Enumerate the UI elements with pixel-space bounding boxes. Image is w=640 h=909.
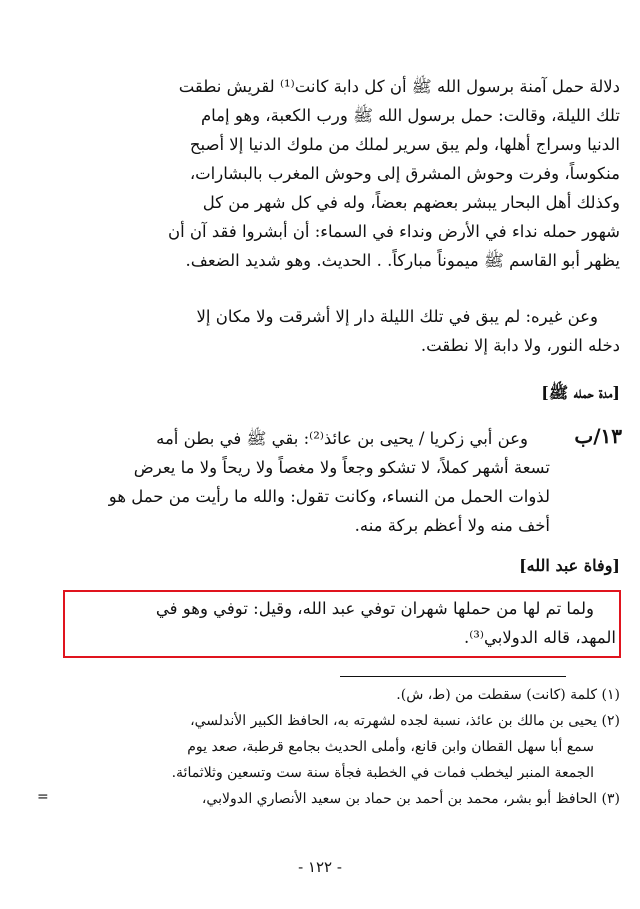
text-line: تلك الليلة، وقالت: حمل برسول الله ﷺ ورب الكعبة، وهو إمام bbox=[200, 106, 620, 125]
paragraph-3 bbox=[68, 424, 550, 540]
footnotes bbox=[60, 682, 620, 812]
text-line: منكوساً، وفرت وحوش المشرق إلى وحوش المغرب بالبشارات، bbox=[189, 164, 620, 183]
margin-folio-reference: ١٣/ب bbox=[574, 424, 622, 448]
footnote-line: (٢) يحيى بن مالك بن عائذ، نسبة لجده لشهرته به، الحافظ الكبير الأندلسي، bbox=[190, 713, 620, 729]
footnote-line: سمع أبا سهل القطان وابن قانع، وأملى الحديث بجامع قرطبة، صعد يوم bbox=[187, 739, 594, 755]
footnote-line: (١) كلمة (كانت) سقطت من (ط، ش). bbox=[396, 687, 620, 703]
text-line: وعن أبي زكريا / يحيى بن عائذ⁽²⁾: بقي ﷺ في بطن أمه bbox=[156, 429, 528, 448]
text-line: دخله النور، ولا دابة إلا نطقت. bbox=[420, 336, 620, 355]
text-line: يظهر أبو القاسم ﷺ ميموناً مباركاً. . الحديث. وهو شديد الضعف. bbox=[185, 251, 620, 270]
text-line: دلالة حمل آمنة برسول الله ﷺ أن كل دابة كانت⁽¹⁾ لقريش نطقت bbox=[178, 77, 620, 96]
text-line: الدنيا وسراج أهلها، ولم يبق سرير لملك من ملوك الدنيا إلا أصبح bbox=[189, 135, 620, 154]
section-heading-death-of-abdullah: [وفاة عبد الله] bbox=[519, 556, 620, 575]
footnote-separator bbox=[340, 676, 566, 677]
text-line: تسعة أشهر كملاً، لا تشكو وجعاً ولا مغصاً ولا ريحاً ولا ما يعرض bbox=[133, 458, 550, 477]
text-line: شهور حمله نداء في الأرض ونداء في السماء: أن أبشروا فقد آن أن bbox=[167, 222, 620, 241]
section-heading-pregnancy-duration: [مدة حمله ﷺ] bbox=[541, 383, 620, 402]
footnote-line: (٣) الحافظ أبو بشر، محمد بن أحمد بن حماد بن سعيد الأنصاري الدولابي، bbox=[201, 791, 620, 807]
paragraph-2 bbox=[68, 302, 620, 360]
paragraph-1 bbox=[68, 72, 620, 275]
text-line: لذوات الحمل من النساء، وكانت تقول: والله ما رأيت من حمل هو bbox=[108, 487, 550, 506]
text-line: المهد، قاله الدولابي⁽³⁾. bbox=[463, 628, 616, 647]
page-number: - ١٢٢ - bbox=[298, 858, 342, 876]
text-line: ولما تم لها من حملها شهران توفي عبد الله، وقيل: توفي وهو في bbox=[155, 599, 594, 618]
text-line: أخف منه ولا أعظم بركة منه. bbox=[354, 516, 550, 535]
text-line: وكذلك أهل البحار يبشر بعضهم بعضاً، وله في كل شهر من كل bbox=[202, 193, 620, 212]
text-line: وعن غيره: لم يبق في تلك الليلة دار إلا أشرقت ولا مكان إلا bbox=[196, 307, 598, 326]
continuation-mark: = bbox=[37, 789, 49, 805]
footnote-line: الجمعة المنبر ليخطب فمات في الخطبة فجأة سنة ست وتسعين وثلاثمائة. bbox=[171, 765, 594, 781]
paragraph-4-highlighted bbox=[68, 594, 616, 652]
